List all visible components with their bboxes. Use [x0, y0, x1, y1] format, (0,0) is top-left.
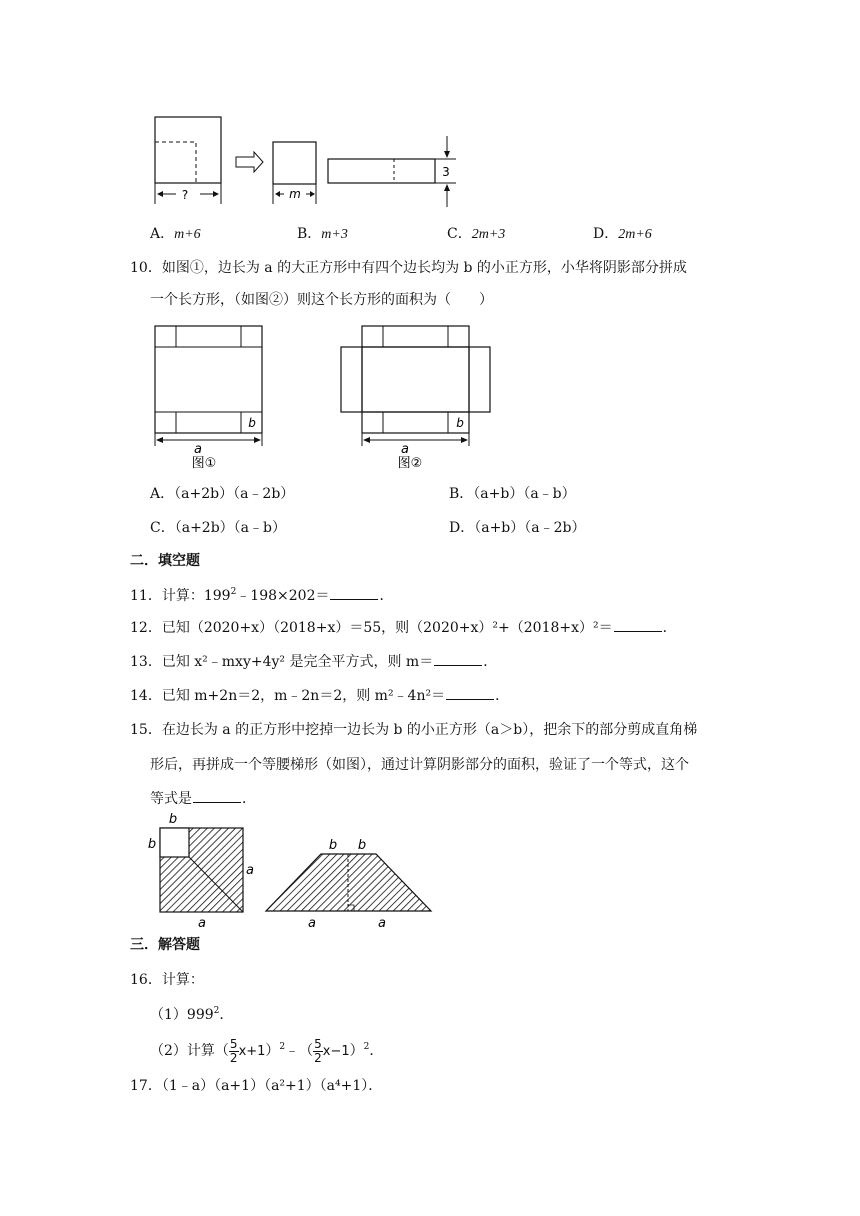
q15-square-a-right: a [246, 863, 254, 878]
q10-option-b: B．（a+b）（a﹣b） [449, 486, 576, 502]
q12-answer-blank[interactable] [614, 619, 662, 632]
q15-trap-a1: a [308, 916, 316, 931]
q14-answer-blank[interactable] [446, 687, 494, 700]
q10-fig2-a-label: a [401, 442, 409, 457]
q10-fig2-b-label: b [456, 416, 464, 430]
q15-trap-b1: b [328, 838, 338, 853]
q10-option-a: A．（a+2b）（a﹣2b） [150, 486, 295, 502]
q10-figure-1 [150, 320, 275, 470]
q12: 12．已知（2020+x）（2018+x）＝55，则（2020+x）²+（2018+x）²＝ ． [130, 620, 677, 636]
q14: 14．已知 m+2n＝2，m﹣2n＝2，则 m²﹣4n²＝ ． [130, 688, 510, 704]
q9-option-d: D．2m+6 [593, 226, 652, 242]
q10-option-c: C．（a+2b）（a﹣b） [150, 520, 286, 536]
q10-line2: 一个长方形，（如图②）则这个长方形的面积为（ ） [150, 292, 493, 308]
q15-line1: 15．在边长为 a 的正方形中挖掉一边长为 b 的小正方形（a＞b），把余下的部分剪成直角梯 [130, 722, 698, 738]
q9-option-a: A．m+6 [150, 226, 201, 242]
q11: 11．计算：$199^2﹣198\times 202=$ ． [130, 587, 394, 604]
q10-fig2-caption: 图② [397, 456, 423, 470]
q10-fig1-caption: 图① [191, 456, 217, 470]
q10-line1: 10．如图①，边长为 a 的大正方形中有四个边长均为 b 的小正方形，小华将阴影部分拼成 [130, 260, 687, 276]
q10-fig1-b-label: b [248, 416, 256, 430]
q15-figure [140, 810, 440, 935]
q13-answer-blank[interactable] [434, 653, 482, 666]
q15-line3: 等式是 ． [150, 791, 256, 807]
q15-line2: 形后，再拼成一个等腰梯形（如图），通过计算阴影部分的面积，验证了一个等式，这个 [150, 757, 689, 773]
q16-part1: $(1)999^2$． [150, 1006, 234, 1023]
q9-option-c: C．2m+3 [447, 226, 506, 242]
q13: 13．已知 x²﹣mxy+4y² 是完全平方式，则 m＝ ． [130, 654, 498, 670]
q15-answer-blank[interactable] [193, 790, 241, 803]
q15-trap-a2: a [378, 916, 386, 931]
q9-m-label: m [289, 187, 301, 201]
q9-option-b: B．m+3 [297, 226, 348, 242]
q16-title: 16．计算： [130, 972, 204, 988]
q10-fig1-a-label: a [194, 442, 202, 457]
q9-3-label: 3 [442, 165, 450, 179]
section-fill-in-heading: 二．填空题 [130, 553, 200, 569]
q10-option-d: D．（a+b）（a﹣2b） [449, 520, 586, 536]
section-solve-heading: 三．解答题 [130, 937, 200, 953]
q9-question-label: ? [181, 188, 189, 202]
q11-answer-blank[interactable] [330, 587, 378, 600]
q15-trap-b2: b [357, 838, 367, 853]
q16-fraction-2: $\frac{5}{2}$ [314, 1036, 322, 1065]
q15-square-b-top: b [168, 812, 178, 827]
q9-figure [150, 112, 470, 212]
q15-square-a-bottom: a [198, 916, 206, 931]
q15-square-b-left: b [147, 837, 157, 852]
q16-fraction-1: $\frac{5}{2}$ [229, 1036, 238, 1065]
q17: 17．（1﹣a）（a+1）（a²+1）（a⁴+1）． [130, 1078, 383, 1094]
q10-figure-2 [336, 320, 496, 470]
q16-part2: （2）计算（ $\frac{5}{2}$ x+1）$^2$﹣（ $\frac{5}{2}$ x−1）$^2$． [150, 1036, 384, 1065]
